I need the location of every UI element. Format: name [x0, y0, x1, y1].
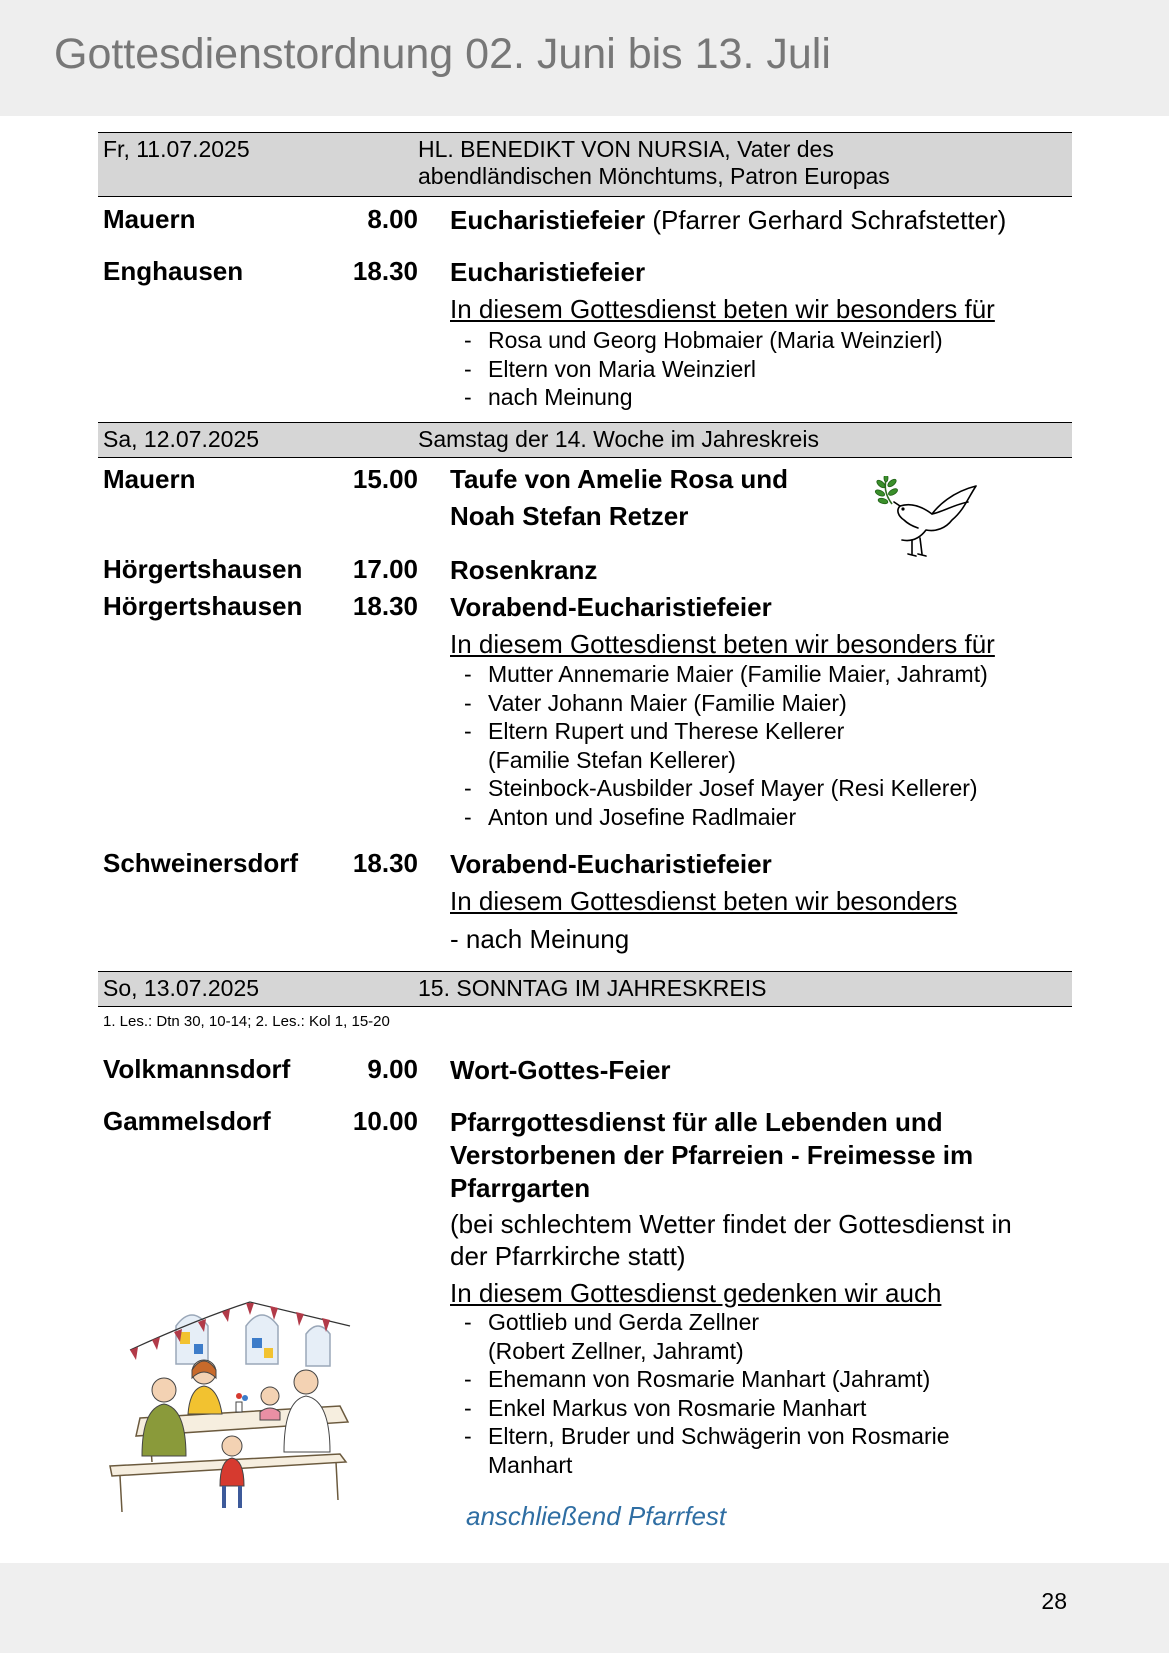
service-time: 18.30	[352, 256, 418, 286]
day-date: Fr, 11.07.2025	[103, 136, 250, 162]
day-header-friday	[98, 132, 1072, 197]
footer-band	[0, 1563, 1169, 1653]
day-date: Sa, 12.07.2025	[103, 426, 260, 452]
service-location: Enghausen	[103, 256, 244, 286]
service-title: Vorabend-Eucharistiefeier	[450, 849, 772, 879]
list-item: - Gottlieb und Gerda Zellner	[462, 1308, 950, 1337]
day-header-saturday	[98, 422, 1072, 458]
service-time: 9.00	[367, 1054, 418, 1084]
dove-with-olive-branch-image	[872, 476, 984, 566]
service-time: 10.00	[352, 1106, 418, 1136]
service-title: Eucharistiefeier	[450, 257, 646, 287]
service-location: Schweinersdorf	[103, 848, 299, 878]
service-location: Mauern	[103, 204, 196, 234]
service-location: Mauern	[103, 464, 196, 494]
list-item: - Eltern von Maria Weinzierl	[462, 355, 943, 384]
list-item: (Robert Zellner, Jahramt)	[488, 1337, 744, 1364]
list-item: (Familie Stefan Kellerer)	[488, 746, 736, 773]
service-title: Rosenkranz	[450, 555, 598, 585]
service-location: Hörgertshausen	[103, 591, 303, 621]
day-header-sunday	[98, 971, 1072, 1007]
list-item: - nach Meinung	[462, 383, 943, 412]
list-item: - Anton und Josefine Radlmaier	[462, 803, 988, 832]
list-item: - Ehemann von Rosmarie Manhart (Jahramt)	[462, 1365, 950, 1394]
list-item: - Eltern Rupert und Therese Kellerer	[462, 717, 988, 746]
service-title: Pfarrgottesdienst für alle Lebenden und Verstorbenen der Pfarreien - Freimesse im Pfarrgarten	[450, 1107, 974, 1203]
service-title: Wort-Gottes-Feier	[450, 1055, 671, 1085]
list-item: - Steinbock-Ausbilder Josef Mayer (Resi Kellerer)	[462, 774, 988, 803]
prayer-intro: In diesem Gottesdienst gedenken wir auch	[450, 1278, 942, 1308]
reading-reference: 1. Les.: Dtn 30, 10-14; 2. Les.: Kol 1, 15-20	[103, 1013, 390, 1030]
intention-text: - nach Meinung	[450, 924, 630, 954]
service-title: Taufe von Amelie Rosa und Noah Stefan Retzer	[450, 464, 789, 531]
list-item: Manhart	[488, 1451, 573, 1478]
prayer-intro: In diesem Gottesdienst beten wir besonders	[450, 886, 958, 916]
service-location: Volkmannsdorf	[103, 1054, 291, 1084]
family-celebration-image	[100, 1286, 372, 1526]
service-time: 15.00	[352, 464, 418, 494]
day-date: So, 13.07.2025	[103, 975, 260, 1001]
list-item: - Eltern, Bruder und Schwägerin von Rosmarie	[462, 1422, 950, 1451]
intention-list	[462, 660, 988, 831]
service-time: 18.30	[352, 848, 418, 878]
service-location: Gammelsdorf	[103, 1106, 271, 1136]
day-description: 15. SONNTAG IM JAHRESKREIS	[418, 975, 767, 1001]
service-time: 8.00	[367, 204, 418, 234]
service-location: Hörgertshausen	[103, 554, 303, 584]
service-time: 17.00	[352, 554, 418, 584]
service-title: Eucharistiefeier (Pfarrer Gerhard Schrafstetter)	[450, 205, 1007, 235]
after-note: anschließend Pfarrfest	[466, 1501, 727, 1531]
day-description: HL. BENEDIKT VON NURSIA, Vater des abendländischen Mönchtums, Patron Europas	[418, 136, 890, 189]
prayer-intro: In diesem Gottesdienst beten wir besonders für	[450, 629, 995, 659]
list-item: - Rosa und Georg Hobmaier (Maria Weinzierl)	[462, 326, 943, 355]
day-description: Samstag der 14. Woche im Jahreskreis	[418, 426, 819, 452]
page-title: Gottesdienstordnung 02. Juni bis 13. Juli	[54, 30, 831, 78]
service-time: 18.30	[352, 591, 418, 621]
list-item: - Mutter Annemarie Maier (Familie Maier, Jahramt)	[462, 660, 988, 689]
list-item: - Enkel Markus von Rosmarie Manhart	[462, 1394, 950, 1423]
service-note: (bei schlechtem Wetter findet der Gottesdienst in der Pfarrkirche statt)	[450, 1209, 1012, 1271]
list-item: - Vater Johann Maier (Familie Maier)	[462, 689, 988, 718]
prayer-intro: In diesem Gottesdienst beten wir besonders für	[450, 294, 995, 324]
page-number: 28	[1041, 1588, 1067, 1614]
service-title: Vorabend-Eucharistiefeier	[450, 592, 772, 622]
intention-list	[462, 1308, 950, 1479]
intention-list	[462, 326, 943, 412]
